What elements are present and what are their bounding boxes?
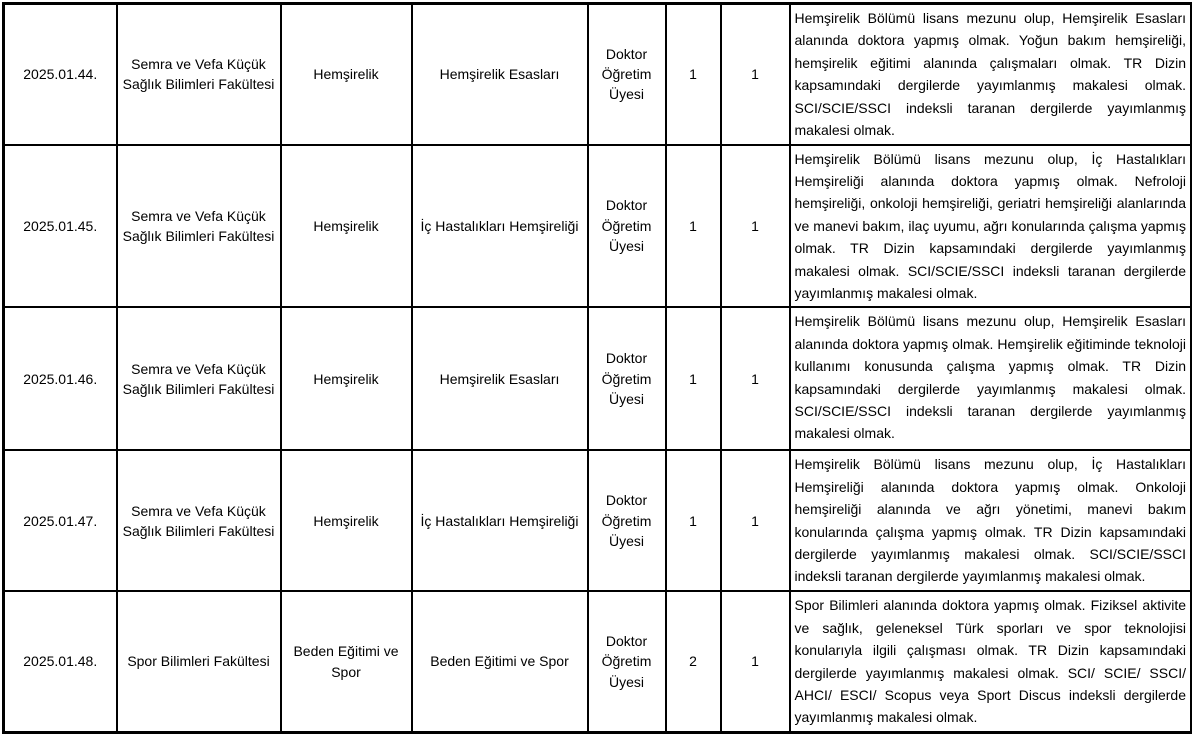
cell-academic-title: Doktor Öğretim Üyesi [588,4,666,145]
cell-announcement-code: 2025.01.45. [4,145,117,308]
cell-department: Hemşirelik [281,450,412,591]
table-row [4,307,1192,450]
cell-announcement-code: 2025.01.47. [4,450,117,591]
cell-faculty: Semra ve Vefa Küçük Sağlık Bilimleri Fakültesi [117,4,281,145]
cell-requirements: Hemşirelik Bölümü lisans mezunu olup, Hemşirelik Esasları alanında doktora yapmış olmak. Hemşirelik eğitiminde teknoloji kullanımı konusunda çalışma yapmış olmak. TR Dizin kapsamındaki dergilerde yayımlanmış makalesi olmak. SCI/SCIE/SSCI indeksli taranan dergilerde yayımlanmış makalesi olmak. [790,307,1192,450]
cell-department: Beden Eğitimi ve Spor [281,591,412,732]
cell-academic-title: Doktor Öğretim Üyesi [588,450,666,591]
cell-announcement-code: 2025.01.44. [4,4,117,145]
cell-requirements: Hemşirelik Bölümü lisans mezunu olup, Hemşirelik Esasları alanında doktora yapmış olmak. Yoğun bakım hemşireliği, hemşirelik eğitimi alanında çalışmaları olmak. TR Dizin kapsamındaki dergilerde yayımlanmış makalesi olmak. SCI/SCIE/SSCI indeksli taranan dergilerde yayımlanmış makalesi olmak. [790,4,1192,145]
cell-requirements: Hemşirelik Bölümü lisans mezunu olup, İç Hastalıkları Hemşireliği alanında doktora yapmış olmak. Nefroloji hemşireliği, onkoloji hemşireliği, geriatri hemşireliği alanlarında ve manevi bakım, ilaç uyumu, ağrı konularında çalışma yapmış olmak. TR Dizin kapsamındaki dergilerde yayımlanmış makalesi olmak. SCI/SCIE/SSCI indeksli taranan dergilerde yayımlanmış makalesi olmak. [790,145,1192,308]
cell-department: Hemşirelik [281,307,412,450]
cell-count: 1 [721,450,790,591]
table-body [4,4,1192,733]
cell-academic-title: Doktor Öğretim Üyesi [588,591,666,732]
cell-quota: 1 [666,450,721,591]
cell-department: Hemşirelik [281,145,412,308]
cell-announcement-code: 2025.01.46. [4,307,117,450]
cell-quota: 1 [666,145,721,308]
cell-quota: 2 [666,591,721,732]
cell-quota: 1 [666,307,721,450]
cell-field: Hemşirelik Esasları [412,4,588,145]
cell-requirements: Spor Bilimleri alanında doktora yapmış olmak. Fiziksel aktivite ve sağlık, geleneksel Türk sporları ve spor teknolojisi konularıyla ilgili çalışması olmak. TR Dizin kapsamındaki dergilerde yayımlanmış makalesi olmak. SCI/ SCIE/ SSCI/ AHCI/ ESCI/ Scopus veya Sport Discus indeksli dergilerde yayımlanmış makalesi olmak. [790,591,1192,732]
cell-department: Hemşirelik [281,4,412,145]
cell-field: Beden Eğitimi ve Spor [412,591,588,732]
table-row [4,4,1192,145]
table-row [4,450,1192,591]
cell-faculty: Spor Bilimleri Fakültesi [117,591,281,732]
cell-announcement-code: 2025.01.48. [4,591,117,732]
cell-requirements: Hemşirelik Bölümü lisans mezunu olup, İç Hastalıkları Hemşireliği alanında doktora yapmış olmak. Onkoloji hemşireliği alanında ve ağrı yönetimi, manevi bakım konularında çalışma yapmış olmak. TR Dizin kapsamındaki dergilerde yayımlanmış makalesi olmak. SCI/SCIE/SSCI indeksli taranan dergilerde yayımlanmış makalesi olmak. [790,450,1192,591]
cell-faculty: Semra ve Vefa Küçük Sağlık Bilimleri Fakültesi [117,145,281,308]
cell-academic-title: Doktor Öğretim Üyesi [588,145,666,308]
cell-faculty: Semra ve Vefa Küçük Sağlık Bilimleri Fakültesi [117,307,281,450]
cell-count: 1 [721,591,790,732]
cell-count: 1 [721,307,790,450]
table-row [4,145,1192,308]
cell-field: Hemşirelik Esasları [412,307,588,450]
cell-count: 1 [721,145,790,308]
cell-field: İç Hastalıkları Hemşireliği [412,145,588,308]
cell-academic-title: Doktor Öğretim Üyesi [588,307,666,450]
table-row [4,591,1192,732]
job-postings-table [2,2,1192,734]
cell-field: İç Hastalıkları Hemşireliği [412,450,588,591]
cell-count: 1 [721,4,790,145]
cell-faculty: Semra ve Vefa Küçük Sağlık Bilimleri Fakültesi [117,450,281,591]
cell-quota: 1 [666,4,721,145]
